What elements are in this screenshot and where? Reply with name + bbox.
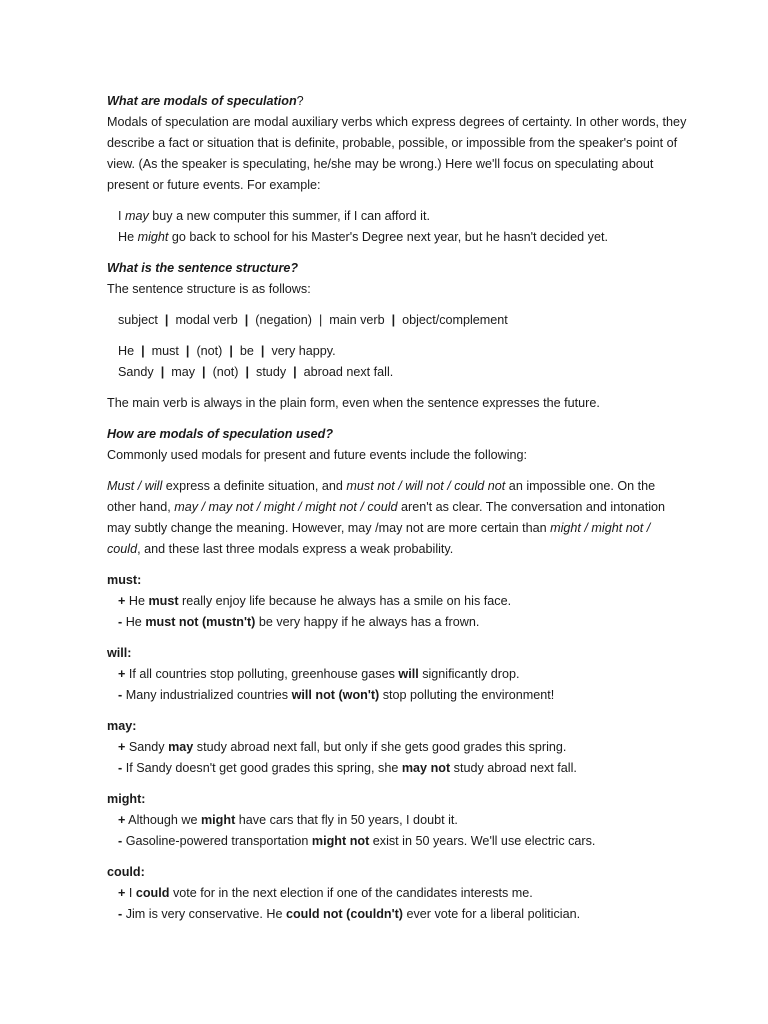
positive-example — [107, 737, 687, 758]
example-text: study abroad next fall. — [450, 761, 577, 775]
separator: | — [222, 344, 240, 358]
example-text: Sandy — [125, 740, 169, 754]
row-cell: may — [171, 365, 196, 379]
example-modal: will — [398, 667, 419, 681]
example-text: Many industrialized countries — [122, 688, 292, 702]
example-modal: may — [168, 740, 194, 754]
separator: | — [238, 365, 257, 379]
explanation-text: , and these last three modals express a weak probability. — [137, 542, 454, 556]
separator: | — [157, 313, 176, 327]
example-modal: might — [137, 230, 169, 244]
example-sign: + — [118, 886, 126, 900]
negative-example — [107, 904, 687, 925]
example-modal: may not — [401, 761, 451, 775]
separator: | — [237, 313, 256, 327]
example-text: If all countries stop polluting, greenhouse gases — [125, 667, 399, 681]
modal-heading: must: — [107, 573, 142, 587]
example-modal: must — [148, 594, 179, 608]
structure-rows — [107, 341, 687, 383]
row-cell: study — [256, 365, 287, 379]
row-cell: (not) — [212, 365, 239, 379]
separator: | — [312, 313, 330, 327]
structure-pattern — [107, 310, 687, 331]
example-modal: could — [135, 886, 170, 900]
separator: | — [178, 344, 197, 358]
negative-example — [107, 758, 687, 779]
example-sign: - — [118, 761, 123, 775]
example-text: significantly drop. — [418, 667, 520, 681]
example-after: go back to school for his Master's Degree next year, but he hasn't decided yet. — [168, 230, 608, 244]
explanation-italic: may / may not / might / might not / could — [174, 500, 398, 514]
modal-heading: could: — [107, 865, 145, 879]
example-modal: will not (won't) — [291, 688, 380, 702]
row-cell: be — [239, 344, 254, 358]
example-modal: might not — [311, 834, 370, 848]
separator: | — [134, 344, 152, 358]
example-sign: - — [118, 834, 123, 848]
explanation-italic: might / might not / could — [107, 521, 651, 556]
example-text: ever vote for a liberal politician. — [402, 907, 581, 921]
usage-explanation — [107, 476, 687, 560]
separator: | — [153, 365, 172, 379]
positive-example — [107, 591, 687, 612]
row-cell: He — [118, 344, 135, 358]
usage-lead: Commonly used modals for present and future events include the following: — [107, 448, 528, 462]
example-sign: - — [118, 615, 123, 629]
example-before: He — [118, 230, 138, 244]
structure-note: The main verb is always in the plain form, even when the sentence expresses the future. — [107, 396, 600, 410]
example-text: study abroad next fall, but only if she gets good grades this spring. — [193, 740, 567, 754]
example-text: I — [125, 886, 136, 900]
modal-heading: may: — [107, 719, 137, 733]
intro-examples — [107, 206, 687, 248]
separator: | — [384, 313, 403, 327]
pattern-part: modal verb — [175, 313, 238, 327]
intro-example — [107, 206, 687, 227]
intro-example — [107, 227, 687, 248]
example-text: He — [122, 615, 146, 629]
modal-section — [107, 789, 687, 852]
positive-example — [107, 810, 687, 831]
explanation-text: an impossible one. On the other hand, — [107, 479, 656, 514]
separator: | — [195, 365, 213, 379]
example-sign: + — [118, 667, 126, 681]
example-sign: - — [118, 907, 123, 921]
modal-section — [107, 716, 687, 779]
example-modal: could not (couldn't) — [285, 907, 403, 921]
explanation-italic: Must / will — [107, 479, 163, 493]
example-sign: - — [118, 688, 123, 702]
example-text: Gasoline-powered transportation — [122, 834, 312, 848]
negative-example — [107, 685, 687, 706]
example-sign: + — [118, 813, 126, 827]
separator: | — [286, 365, 304, 379]
explanation-text: express a definite situation, and — [162, 479, 347, 493]
modal-section — [107, 570, 687, 633]
document-page — [107, 91, 687, 925]
example-text: He — [125, 594, 149, 608]
modal-section — [107, 862, 687, 925]
row-cell: very happy. — [271, 344, 336, 358]
example-text: If Sandy doesn't get good grades this spring, she — [122, 761, 402, 775]
intro-question-text: What are modals of speculation — [107, 94, 297, 108]
example-modal: might — [200, 813, 236, 827]
row-cell: (not) — [196, 344, 223, 358]
intro-question — [107, 91, 687, 112]
example-modal: must not (mustn't) — [145, 615, 256, 629]
example-text: Although we — [125, 813, 201, 827]
example-text: really enjoy life because he always has a smile on his face. — [178, 594, 512, 608]
row-cell: abroad next fall. — [303, 365, 394, 379]
modal-sections — [107, 570, 687, 925]
example-text: Jim is very conservative. He — [122, 907, 286, 921]
modal-heading: might: — [107, 792, 146, 806]
pattern-part: (negation) — [255, 313, 312, 327]
positive-example — [107, 883, 687, 904]
pattern-part: main verb — [329, 313, 385, 327]
example-text: exist in 50 years. We'll use electric cars. — [369, 834, 596, 848]
example-modal: may — [125, 209, 149, 223]
row-cell: Sandy — [118, 365, 154, 379]
example-after: buy a new computer this summer, if I can afford it. — [148, 209, 430, 223]
modal-heading: will: — [107, 646, 132, 660]
usage-question: How are modals of speculation used? — [107, 427, 334, 441]
row-cell: must — [151, 344, 179, 358]
example-text: stop polluting the environment! — [379, 688, 555, 702]
positive-example — [107, 664, 687, 685]
negative-example — [107, 831, 687, 852]
separator: | — [253, 344, 272, 358]
negative-example — [107, 612, 687, 633]
structure-question: What is the sentence structure? — [107, 261, 299, 275]
example-text: have cars that fly in 50 years, I doubt it. — [235, 813, 458, 827]
intro-question-mark: ? — [296, 94, 304, 108]
pattern-part: subject — [118, 313, 158, 327]
pattern-part: object/complement — [402, 313, 508, 327]
modal-section — [107, 643, 687, 706]
intro-paragraph: Modals of speculation are modal auxiliary verbs which express degrees of certainty. In other words, they describe a fact or situation that is definite, probable, possible, or impossible from the speaker's point of view. (As the speaker is speculating, he/she may be wrong.) Here we'll focus on speculating about present or future events. For example: — [107, 115, 687, 192]
example-sign: + — [118, 740, 126, 754]
example-before: I — [118, 209, 125, 223]
example-sign: + — [118, 594, 126, 608]
example-text: be very happy if he always has a frown. — [255, 615, 480, 629]
explanation-italic: must not / will not / could not — [346, 479, 506, 493]
structure-lead: The sentence structure is as follows: — [107, 282, 311, 296]
structure-row — [107, 362, 687, 383]
structure-row — [107, 341, 687, 362]
explanation-text: aren't as clear. The conversation and intonation may subtly change the meaning. However, may /may not are more certain than — [107, 500, 666, 535]
example-text: vote for in the next election if one of the candidates interests me. — [169, 886, 533, 900]
